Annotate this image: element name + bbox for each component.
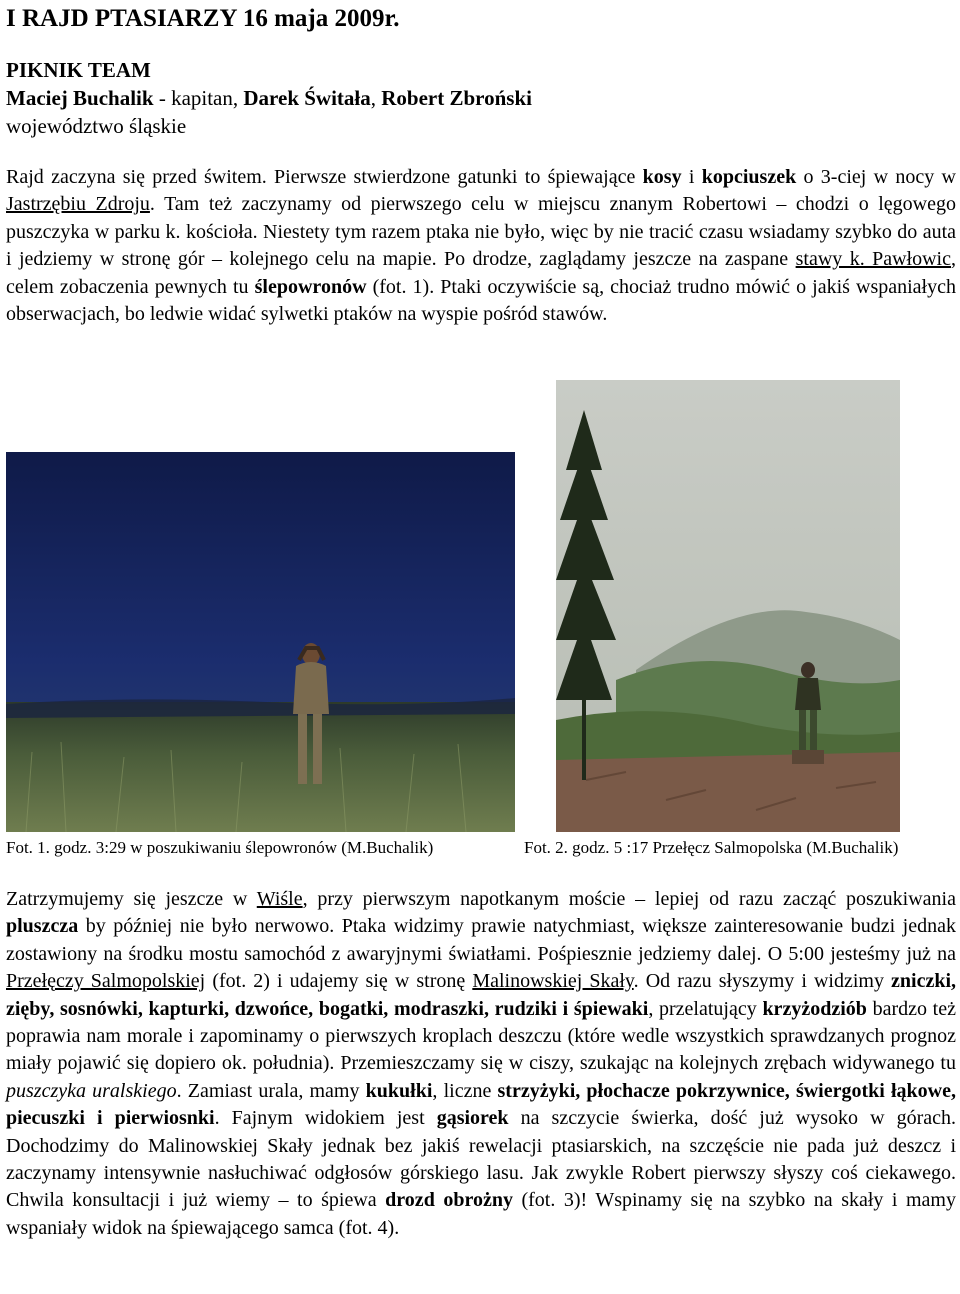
place-link[interactable]: Wiśle [256, 888, 303, 910]
photo-caption: Fot. 1. godz. 3:29 w poszukiwaniu ślepowronów (M.Buchalik) [6, 838, 434, 857]
member-name: Robert Zbroński [381, 86, 532, 110]
place-link[interactable]: stawy k. Pawłowic [795, 248, 951, 271]
team-members: Maciej Buchalik - kapitan, Darek Świtała, Robert Zbroński [6, 86, 532, 110]
member-name: Darek Świtała [243, 86, 371, 110]
photo-mountain-pass [556, 380, 900, 832]
team-name: PIKNIK TEAM [6, 58, 151, 82]
page-title: I RAJD PTASIARZY 16 maja 2009r. [6, 5, 400, 32]
team-info [6, 56, 532, 140]
paragraph-intro: Rajd zaczyna się przed świtem. Pierwsze stwierdzone gatunki to śpiewające kosy i kopciuszek o 3-ciej w nocy w Jastrzębiu Zdroju. Tam też zaczynamy od pierwszego celu w miejscu znanym Robertowi – chodzi o lęgowego puszczyka w parku k. kościoła. Niestety tym razem ptaka nie było, więc by nie tracić czasu wsiadamy szybko do auta i jedziemy w stronę gór – kolejnego celu na mapie. Po drodze, zaglądamy jeszcze na zaspane stawy k. Pawłowic, celem zobaczenia pewnych tu ślepowronów (fot. 1). Ptaki oczywiście są, chociaż trudno mówić o jakiś wspaniałych obserwacjach, bo ledwie widać sylwetki ptaków na wyspie pośród stawów. [6, 166, 956, 326]
member-name: Maciej Buchalik [6, 86, 154, 110]
place-link[interactable]: Przełęczy Salmopolskiej [6, 970, 206, 993]
paragraph-mountains: Zatrzymujemy się jeszcze w Wiśle, przy pierwszym napotkanym moście – lepiej od razu zacząć poszukiwania pluszcza by później nie było nerwowo. Ptaka widzimy prawie natychmiast, większe zainteresowanie budzi jednak zostawiony na środku mostu samochód z awaryjnymi światłami. Pośpiesznie jedziemy dalej. O 5:00 jesteśmy już na Przełęczy Salmopolskiej (fot. 2) i udajemy się w stronę Malinowskiej Skały. Od razu słyszymy i widzimy zniczki, zięby, sosnówki, kapturki, dzwońce, bogatki, modraszki, rudziki i śpiewaki, przelatujący krzyżodziób bardzo też poprawia nam morale i zapominamy o pierwszych kroplach deszczu (które wedle wszystkich sprawdzanych prognoz miały pojawić się dopiero ok. południa). Przemieszczamy się w ciszy, szukając na kolejnych zrębach widywanego tu puszczyka uralskiego. Zamiast urala, mamy kukułki, liczne strzyżyki, płochacze pokrzywnice, świergotki łąkowe, piecuszki i pierwiosnki. Fajnym widokiem jest gąsiorek na szczycie świerka, dość już wysoko w górach. Dochodzimy do Malinowskiej Skały jednak bez jakiś rewelacji ptasiarskich, na szczęście nie pada już deszcz i zaczynamy intensywnie nasłuchiwać odgłosów górskiego lasu. Jak zwykle Robert pierwszy słyszy coś ciekawego. Chwila konsultacji i już wiemy – to śpiewa drozd obrożny (fot. 3)! Wspinamy się na szybko na skały i mamy wspaniały widok na śpiewającego samca (fot. 4). [6, 888, 957, 1239]
place-link[interactable]: Malinowskiej Skały [472, 970, 634, 993]
team-region: województwo śląskie [6, 114, 187, 138]
photo-night-field [6, 452, 515, 832]
photo-caption: Fot. 2. godz. 5 :17 Przełęcz Salmopolska (M.Buchalik) [524, 838, 899, 857]
place-link[interactable]: Jastrzębiu Zdroju [6, 193, 150, 216]
